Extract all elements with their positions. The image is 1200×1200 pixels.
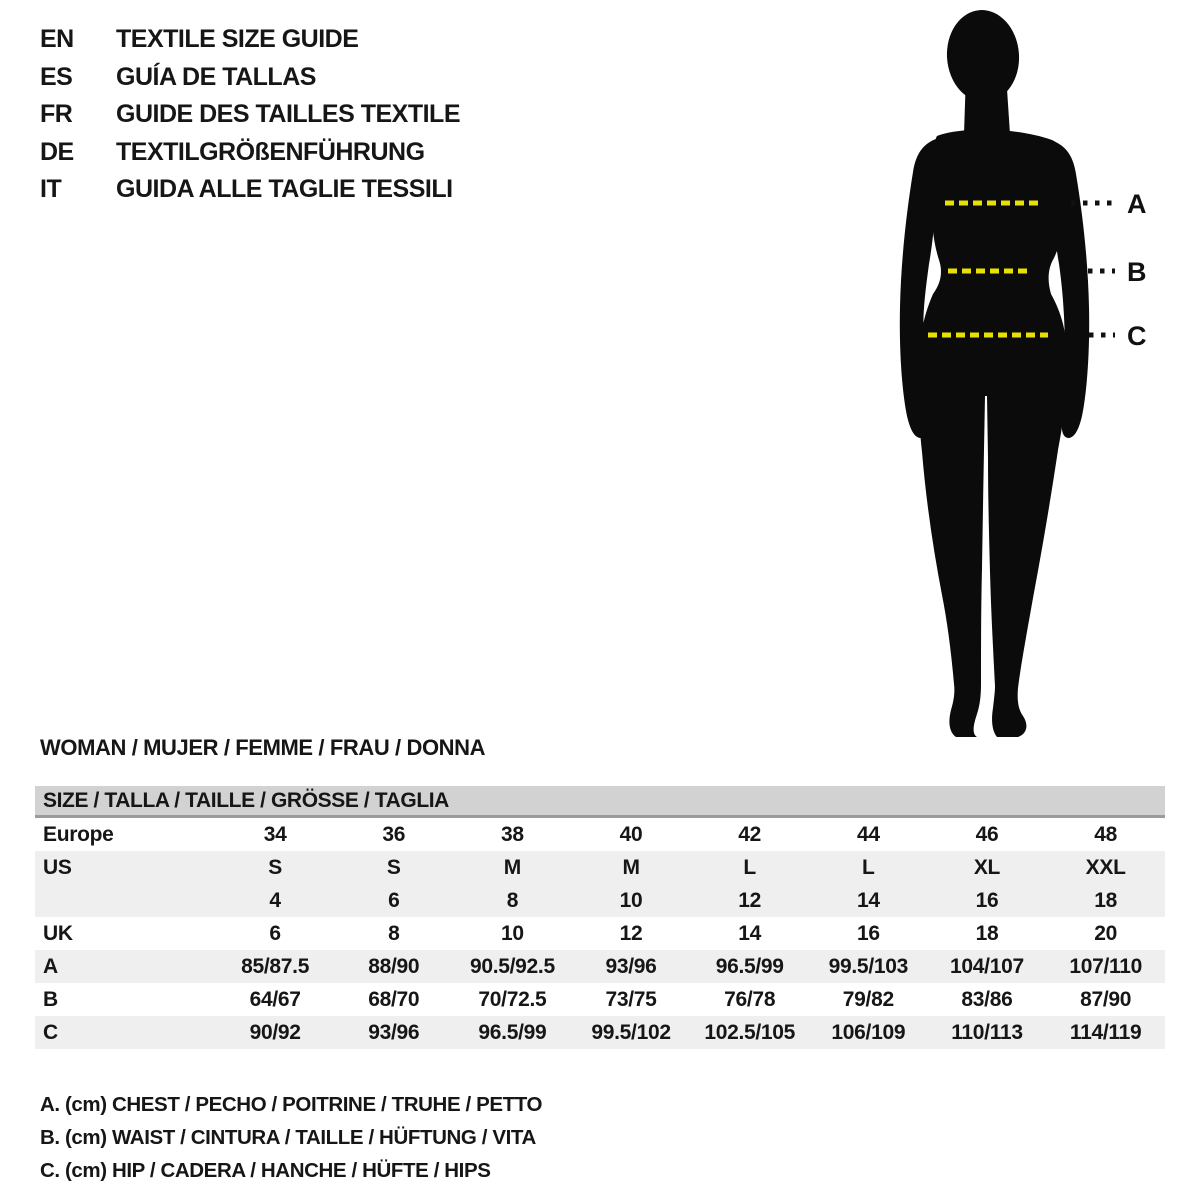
marker-label-b: B [1127, 257, 1147, 287]
legend-chest: A. (cm) CHEST / PECHO / POITRINE / TRUHE / PETTO [40, 1093, 543, 1116]
language-row [40, 59, 460, 97]
table-row-label: UK [43, 921, 73, 945]
section-title: WOMAN / MUJER / FEMME / FRAU / DONNA [40, 735, 486, 760]
table-cell: 93/96 [572, 950, 691, 983]
table-cell: 6 [269, 921, 281, 945]
table-cell: 83/86 [961, 987, 1013, 1011]
table-cell: S [216, 851, 335, 884]
table-cell: 14 [809, 884, 928, 917]
table-cell: 104/107 [928, 950, 1047, 983]
table-cell: 16 [856, 921, 880, 945]
table-row [35, 917, 1165, 950]
language-code: DE [40, 137, 74, 166]
language-row [40, 134, 460, 172]
table-cell: 73/75 [605, 987, 657, 1011]
size-table [35, 786, 1165, 1049]
language-code: FR [40, 100, 73, 128]
table-row [35, 950, 1165, 983]
table-cell: 99.5/103 [809, 950, 928, 983]
language-title: GUIDA ALLE TAGLIE TESSILI [116, 175, 453, 203]
measure-legend [40, 1088, 542, 1187]
table-cell: 102.5/105 [690, 1016, 809, 1049]
table-cell: XXL [1046, 851, 1165, 884]
table-cell: 8 [388, 921, 400, 945]
table-cell: 110/113 [928, 1016, 1047, 1049]
table-cell: 96.5/99 [690, 950, 809, 983]
table-cell: 68/70 [368, 987, 420, 1011]
language-title: TEXTILGRÖßENFÜHRUNG [116, 137, 425, 166]
table-cell: 48 [1094, 822, 1118, 846]
table-cell: 42 [738, 822, 762, 846]
table-cell: 6 [334, 884, 453, 917]
table-row-label: B [43, 987, 58, 1011]
table-cell: 12 [690, 884, 809, 917]
table-cell: 85/87.5 [216, 950, 335, 983]
table-cell: S [334, 851, 453, 884]
table-cell: 99.5/102 [572, 1016, 691, 1049]
table-cell: 90.5/92.5 [453, 950, 572, 983]
language-row [40, 21, 460, 59]
table-cell: M [572, 851, 691, 884]
table-cell: 10 [572, 884, 691, 917]
table-cell: 93/96 [334, 1016, 453, 1049]
table-cell: 76/78 [724, 987, 776, 1011]
woman-silhouette-figure [855, 0, 1160, 745]
table-cell: 46 [975, 822, 999, 846]
table-cell: 114/119 [1046, 1016, 1165, 1049]
marker-label-a: A [1127, 189, 1147, 219]
table-row-label: Europe [43, 822, 114, 846]
language-row [40, 96, 460, 134]
language-title: GUIDE DES TAILLES TEXTILE [116, 100, 461, 128]
table-cell: L [690, 851, 809, 884]
table-cell: 10 [501, 921, 524, 945]
language-code: ES [40, 62, 73, 91]
table-cell: L [809, 851, 928, 884]
table-row [35, 1016, 1165, 1049]
table-cell: M [453, 851, 572, 884]
legend-hip: C. (cm) HIP / CADERA / HANCHE / HÜFTE / HIPS [40, 1159, 491, 1182]
size-table-header [35, 786, 1165, 817]
table-cell: 88/90 [334, 950, 453, 983]
table-cell: 79/82 [842, 987, 894, 1011]
table-cell: 90/92 [216, 1016, 335, 1049]
table-row-label [35, 884, 216, 917]
table-cell: 12 [619, 921, 643, 945]
language-title-list [40, 21, 460, 209]
table-row [35, 817, 1165, 852]
legend-waist: B. (cm) WAIST / CINTURA / TAILLE / HÜFTUNG / VITA [40, 1126, 536, 1149]
table-cell: 96.5/99 [453, 1016, 572, 1049]
woman-silhouette [900, 8, 1089, 737]
table-cell: 18 [975, 921, 999, 945]
table-cell: 16 [928, 884, 1047, 917]
table-cell: 8 [453, 884, 572, 917]
table-cell: 20 [1094, 921, 1118, 945]
table-cell: 107/110 [1046, 950, 1165, 983]
table-row [35, 884, 1165, 917]
table-cell: 40 [619, 822, 643, 846]
table-cell: 4 [216, 884, 335, 917]
measurement-figure [855, 0, 1160, 745]
language-code: EN [40, 25, 74, 53]
table-cell: 38 [501, 822, 524, 846]
table-cell: XL [928, 851, 1047, 884]
table-cell: 64/67 [249, 987, 301, 1011]
table-cell: 44 [856, 822, 880, 846]
language-row [40, 171, 460, 209]
size-table-header-label: SIZE / TALLA / TAILLE / GRÖSSE / TAGLIA [35, 786, 1165, 817]
table-row [35, 983, 1165, 1016]
table-cell: 70/72.5 [478, 987, 547, 1011]
table-row [35, 851, 1165, 884]
language-title: GUÍA DE TALLAS [116, 62, 316, 91]
table-cell: 34 [263, 822, 287, 846]
table-cell: 87/90 [1080, 987, 1132, 1011]
table-row-label: US [35, 851, 216, 884]
marker-label-c: C [1127, 321, 1147, 351]
table-row-label: C [35, 1016, 216, 1049]
table-cell: 106/109 [809, 1016, 928, 1049]
language-title: TEXTILE SIZE GUIDE [116, 25, 359, 53]
table-cell: 18 [1046, 884, 1165, 917]
table-cell: 36 [382, 822, 406, 846]
language-code: IT [40, 175, 62, 203]
table-row-label: A [35, 950, 216, 983]
table-cell: 14 [738, 921, 762, 945]
